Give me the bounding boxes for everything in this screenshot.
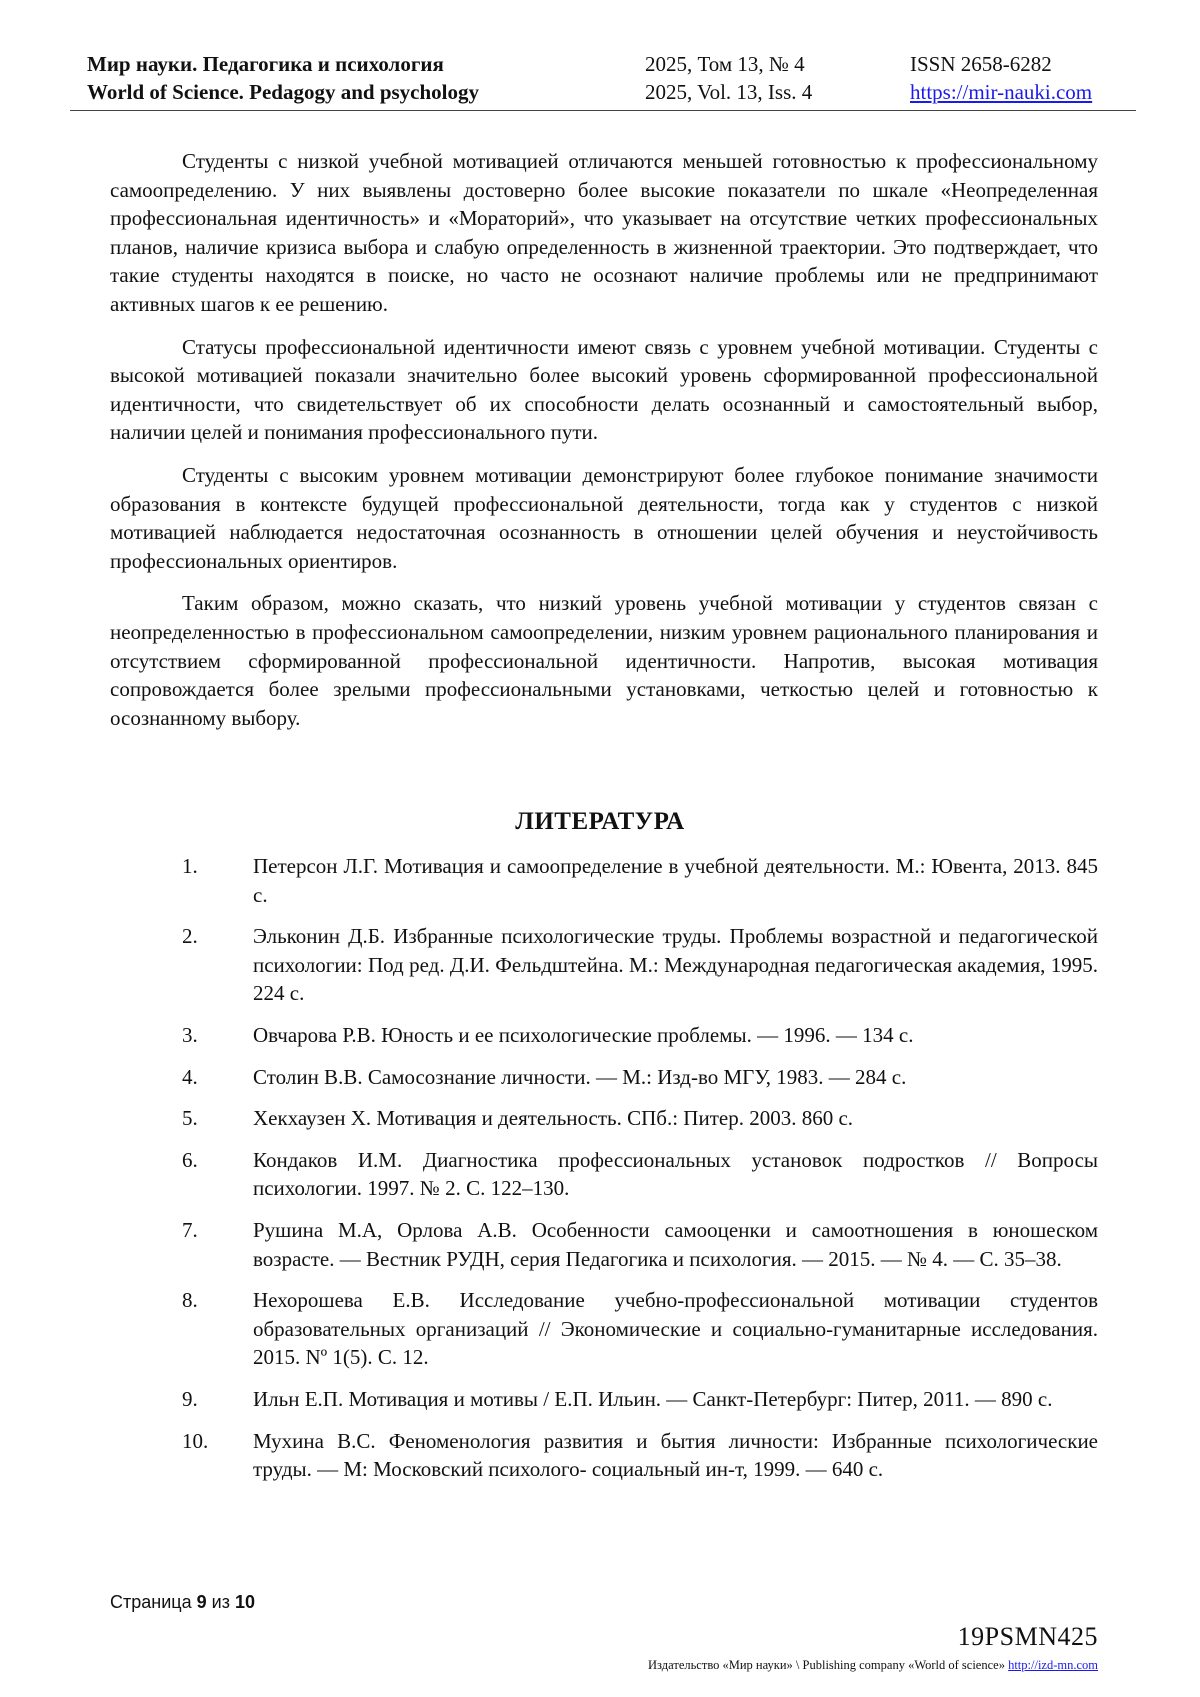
references-list	[0, 852, 1200, 1497]
reference-number: 2.	[182, 924, 198, 949]
reference-item	[0, 1063, 1200, 1092]
reference-item	[0, 922, 1200, 1008]
header-row-english	[0, 78, 1200, 106]
reference-number: 1.	[182, 854, 198, 878]
reference-number: 6.	[182, 1147, 198, 1172]
reference-item	[0, 1104, 1200, 1133]
journal-title-en: World of Science. Pedagogy and psychology	[87, 80, 480, 104]
paragraph-3: Студенты с высоким уровнем мотивации демонстрируют более глубокое понимание значимости образования в контексте будущей профессиональной деятельности, тогда как у студентов с низкой мотивацией наблюдается недостаточная осознанность в отношении целей обучения и неустойчивость профессиональных ориентиров.	[110, 462, 1098, 573]
reference-item	[0, 1216, 1200, 1273]
paragraph-2: Статусы профессиональной идентичности имеют связь с уровнем учебной мотивации. Студенты с высокой мотивацией показали значительно более высокий уровень сформированной профессиональной идентичности, что свидетельствует об их способности делать осознанный и самостоятельный выбор, наличии целей и понимания профессионального пути.	[110, 334, 1098, 445]
article-code: 19PSMN425	[957, 1622, 1098, 1651]
publisher-url-link[interactable]: http://izd-mn.com	[1008, 1658, 1098, 1672]
page-of: из	[211, 1592, 230, 1612]
reference-text: Овчарова Р.В. Юность и ее психологические проблемы. — 1996. — 134 с.	[253, 1022, 914, 1047]
reference-text: Кондаков И.М. Диагностика профессиональных установок подростков // Вопросы психологии. 1997. № 2. С. 122–130.	[253, 1147, 1098, 1201]
page-label: Страница	[110, 1592, 192, 1612]
article-body	[110, 147, 1098, 746]
reference-item	[0, 1385, 1200, 1414]
reference-text: Эльконин Д.Б. Избранные психологические труды. Проблемы возрастной и педагогической психологии: Под ред. Д.И. Фельдштейна. М.: Международная педагогическая академия, 1995. 224 с.	[253, 924, 1098, 1006]
reference-text: Ильн Е.П. Мотивация и мотивы / Е.П. Ильин. — Санкт-Петербург: Питер, 2011. — 890 с.	[253, 1386, 1053, 1411]
issn: ISSN 2658-6282	[910, 52, 1052, 76]
reference-item	[0, 1146, 1200, 1203]
reference-number: 5.	[182, 1106, 198, 1131]
reference-text: Нехорошева Е.В. Исследование учебно-профессиональной мотивации студентов образовательных организаций // Экономические и социально-гуманитарные исследования. 2015. Nº 1(5). С. 12.	[253, 1288, 1098, 1370]
issue-ru: 2025, Том 13, № 4	[645, 52, 805, 76]
journal-url-link[interactable]: https://mir-nauki.com	[910, 80, 1093, 104]
page-number	[110, 1592, 255, 1613]
reference-number: 8.	[182, 1288, 198, 1313]
reference-number: 4.	[182, 1064, 198, 1089]
reference-number: 3.	[182, 1022, 198, 1047]
reference-text: Столин В.В. Самосознание личности. — М.: Изд-во МГУ, 1983. — 284 с.	[253, 1064, 907, 1089]
reference-item	[0, 1286, 1200, 1372]
publisher-text: Издательство «Мир науки» \ Publishing company «World of science»	[648, 1658, 1005, 1672]
publisher-line	[648, 1658, 1098, 1673]
reference-item	[0, 1427, 1200, 1484]
page-current: 9	[196, 1592, 207, 1612]
paragraph-4: Таким образом, можно сказать, что низкий уровень учебной мотивации у студентов связан с неопределенностью в профессиональном самоопределении, низким уровнем рационального планирования и отсутствием сформированной профессиональной идентичности. Напротив, высокая мотивация сопровождается более зрелыми профессиональными установками, четкостью целей и готовностью к осознанному выбору.	[110, 591, 1098, 730]
reference-number: 9.	[182, 1386, 198, 1411]
paragraph-1: Студенты с низкой учебной мотивацией отличаются меньшей готовностью к профессиональному самоопределению. У них выявлены достоверно более высокие показатели по шкале «Неопределенная профессиональная идентичность» и «Мораторий», что указывает на отсутствие четких профессиональных планов, наличие кризиса выбора и слабую определенность в жизненной траектории. Это подтверждает, что такие студенты находятся в поиске, но часто не осознают наличие проблемы или не предпринимают активных шагов к ее решению.	[110, 149, 1098, 316]
reference-text: Хекхаузен Х. Мотивация и деятельность. СПб.: Питер. 2003. 860 с.	[253, 1106, 854, 1131]
header-row-russian	[0, 50, 1200, 78]
reference-number: 10.	[182, 1428, 209, 1453]
reference-item	[0, 852, 1200, 909]
references-heading: ЛИТЕРАТУРА	[515, 808, 685, 835]
reference-text: Рушина М.А, Орлова А.В. Особенности самооценки и самоотношения в юношеском возрасте. — Вестник РУДН, серия Педагогика и психология. — 2015. — № 4. — С. 35–38.	[253, 1217, 1098, 1271]
reference-number: 7.	[182, 1217, 198, 1242]
page-total: 10	[234, 1592, 255, 1612]
issue-en: 2025, Vol. 13, Iss. 4	[645, 80, 813, 104]
reference-text: Петерсон Л.Г. Мотивация и самоопределение в учебной деятельности. М.: Ювента, 2013. 845 с.	[253, 854, 1098, 907]
journal-title-ru: Мир науки. Педагогика и психология	[87, 52, 444, 76]
header-divider	[70, 110, 1136, 111]
reference-text: Мухина В.С. Феноменология развития и бытия личности: Избранные психологические труды. — М: Московский психолого- социальный ин-т, 1999. — 640 с.	[253, 1428, 1098, 1482]
reference-item	[0, 1021, 1200, 1050]
